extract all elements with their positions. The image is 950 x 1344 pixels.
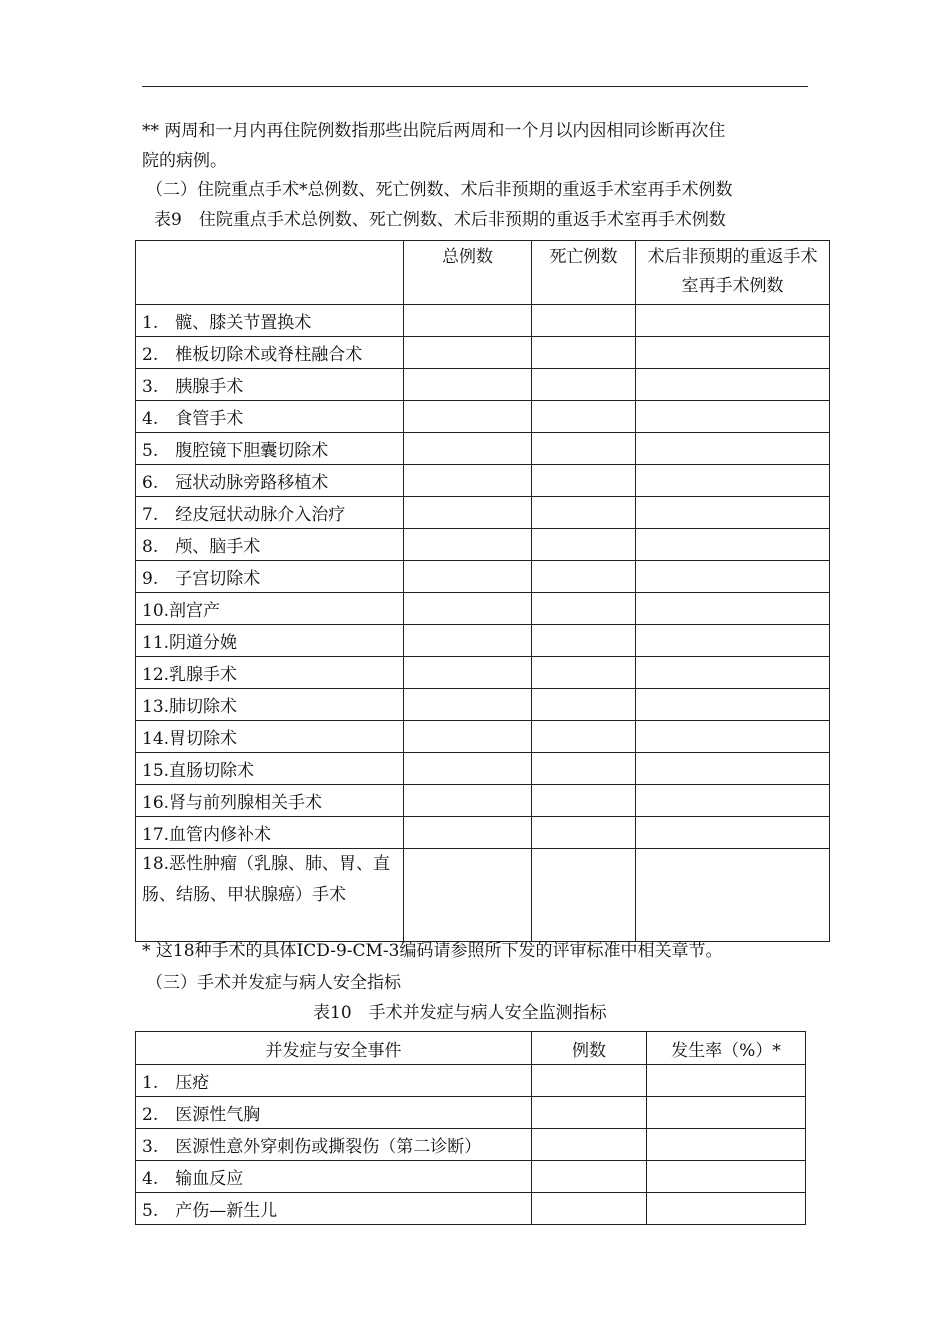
table-row	[136, 593, 830, 625]
table-row	[136, 849, 830, 942]
table10-header-count: 例数	[532, 1032, 647, 1065]
table10-caption: 表10 手术并发症与病人安全监测指标	[313, 1003, 607, 1023]
table-row	[136, 785, 830, 817]
table9-header-blank	[136, 241, 404, 305]
row-label: 3. 医源性意外穿刺伤或撕裂伤（第二诊断）	[136, 1129, 532, 1161]
table-row	[136, 689, 830, 721]
row-label: 2. 椎板切除术或脊柱融合术	[136, 337, 404, 369]
table-row	[136, 1129, 806, 1161]
table9-caption: 表9 住院重点手术总例数、死亡例数、术后非预期的重返手术室再手术例数	[154, 210, 726, 230]
row-label: 9. 子宫切除术	[136, 561, 404, 593]
row-label: 12.乳腺手术	[136, 657, 404, 689]
table-row	[136, 337, 830, 369]
table9-header-row	[136, 241, 830, 305]
row-label: 16.肾与前列腺相关手术	[136, 785, 404, 817]
row-label: 7. 经皮冠状动脉介入治疗	[136, 497, 404, 529]
row-label: 18.恶性肿瘤（乳腺、肺、胃、直肠、结肠、甲状腺癌）手术	[136, 849, 404, 942]
table-row	[136, 753, 830, 785]
table9-header-total: 总例数	[404, 241, 532, 305]
table-row	[136, 817, 830, 849]
table-row	[136, 1065, 806, 1097]
table10-header-row	[136, 1032, 806, 1065]
table10	[135, 1031, 806, 1225]
row-label: 4. 食管手术	[136, 401, 404, 433]
table-row	[136, 625, 830, 657]
row-label: 15.直肠切除术	[136, 753, 404, 785]
table9	[135, 240, 830, 942]
table-row	[136, 529, 830, 561]
row-label: 8. 颅、脑手术	[136, 529, 404, 561]
row-label: 17.血管内修补术	[136, 817, 404, 849]
table-row	[136, 561, 830, 593]
section-3-heading: （三）手术并发症与病人安全指标	[146, 973, 401, 993]
table-row	[136, 305, 830, 337]
row-label: 5. 腹腔镜下胆囊切除术	[136, 433, 404, 465]
table-row	[136, 369, 830, 401]
table9-header-deaths: 死亡例数	[532, 241, 636, 305]
table-row	[136, 401, 830, 433]
table-row	[136, 465, 830, 497]
row-label: 13.肺切除术	[136, 689, 404, 721]
note-line-2: 院的病例。	[142, 151, 227, 171]
note-line-1: ** 两周和一月内再住院例数指那些出院后两周和一个月以内因相同诊断再次住	[142, 121, 726, 141]
row-label: 3. 胰腺手术	[136, 369, 404, 401]
table-row	[136, 1161, 806, 1193]
row-label: 1. 压疮	[136, 1065, 532, 1097]
row-label: 10.剖宫产	[136, 593, 404, 625]
row-label: 4. 输血反应	[136, 1161, 532, 1193]
header-rule	[142, 86, 808, 87]
table-row	[136, 433, 830, 465]
table9-header-reoperations: 术后非预期的重返手术室再手术例数	[636, 241, 830, 305]
table-row	[136, 1193, 806, 1225]
row-label: 2. 医源性气胸	[136, 1097, 532, 1129]
table10-header-event: 并发症与安全事件	[136, 1032, 532, 1065]
table-row	[136, 497, 830, 529]
row-label: 6. 冠状动脉旁路移植术	[136, 465, 404, 497]
row-label: 11.阴道分娩	[136, 625, 404, 657]
table-row	[136, 1097, 806, 1129]
table10-header-rate: 发生率（%）*	[647, 1032, 806, 1065]
row-label: 14.胃切除术	[136, 721, 404, 753]
table-row	[136, 721, 830, 753]
section-2-heading: （二）住院重点手术*总例数、死亡例数、术后非预期的重返手术室再手术例数	[146, 180, 733, 200]
table9-footnote: * 这18种手术的具体ICD-9-CM-3编码请参照所下发的评审标准中相关章节。	[142, 941, 723, 961]
table-row	[136, 657, 830, 689]
row-label: 1. 髋、膝关节置换术	[136, 305, 404, 337]
row-label: 5. 产伤—新生儿	[136, 1193, 532, 1225]
